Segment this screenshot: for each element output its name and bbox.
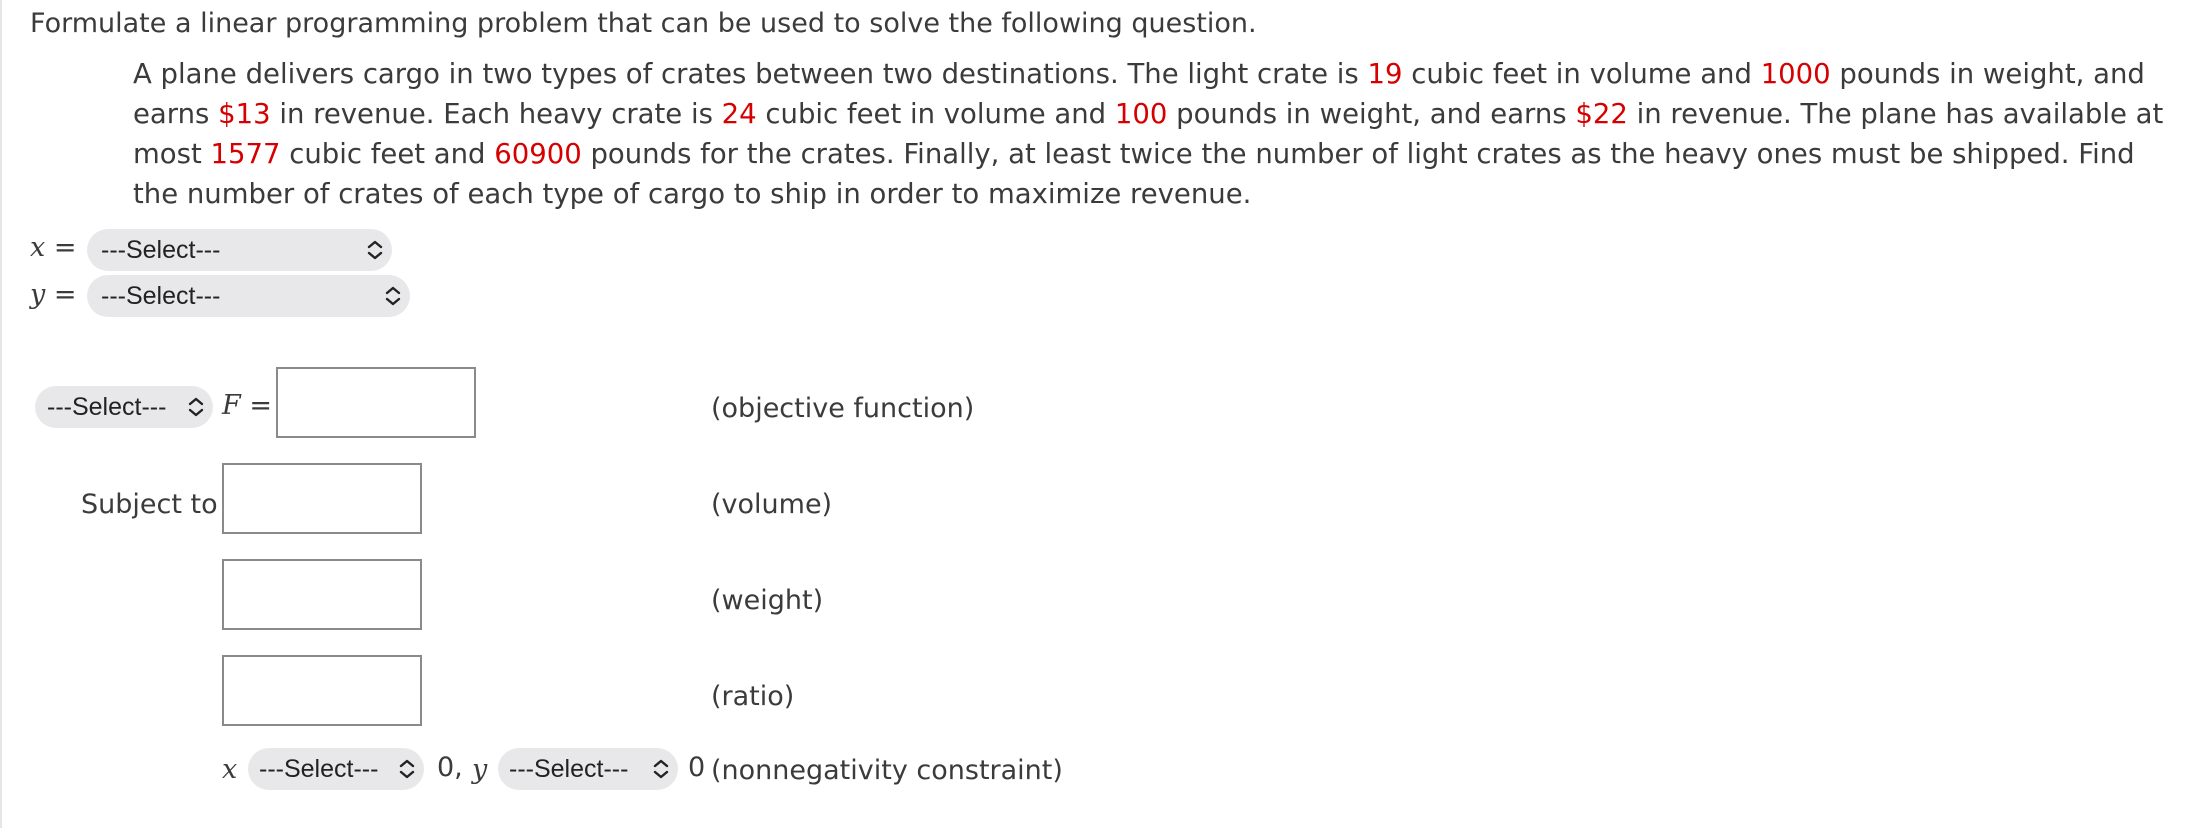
light-volume-value: 19 [1367,58,1403,90]
select-text: ---Select--- [47,392,167,421]
instruction-text: Formulate a linear programming problem that can be used to solve the following question. [30,8,1257,39]
f-variable: F [222,390,241,421]
problem-text: pounds for the crates. Finally, at least twice the number of light crates as the heavy ones must be shipped. Find the number of crates of each type of cargo to ship in order to maximize revenue. [133,138,2135,210]
problem-text: pounds in weight, and earns [1167,98,1576,130]
problem-text: cubic feet in volume and [756,98,1115,130]
problem-text: in revenue. The plane has available at most [133,98,2164,170]
y-definition-select[interactable] [87,275,410,317]
x-definition-select[interactable] [87,229,392,271]
weight-note: (weight) [711,585,824,616]
light-revenue-value: $13 [218,98,271,130]
nonnegativity-note: (nonnegativity constraint) [711,755,1063,786]
problem-text: in revenue. Each heavy crate is [270,98,722,130]
equals-sign: = [53,232,77,263]
objective-label [222,388,272,424]
x-nonneg-variable: x [222,754,238,785]
y-definition-label [30,277,76,313]
chevron-up-down-icon [644,748,678,790]
heavy-weight-value: 100 [1114,98,1168,130]
ratio-note: (ratio) [711,681,795,712]
volume-note: (volume) [711,489,833,520]
select-text: ---Select--- [509,754,629,783]
problem-text: A plane delivers cargo in two types of crates between two destinations. The light crate is [133,58,1368,90]
problem-text: cubic feet in volume and [1402,58,1761,90]
max-weight-value: 60900 [494,138,582,170]
light-weight-value: 1000 [1760,58,1831,90]
equals-sign: = [53,279,77,310]
objective-function-input[interactable] [276,367,476,438]
chevron-up-down-icon [179,386,213,428]
select-text: ---Select--- [101,281,221,310]
y-nonneg-variable: y [472,754,488,785]
optimization-type-select[interactable] [35,386,213,428]
max-volume-value: 1577 [210,138,281,170]
left-border [0,0,2,828]
chevron-up-down-icon [376,275,410,317]
heavy-revenue-value: $22 [1575,98,1628,130]
equals-sign: = [249,390,272,421]
problem-text: cubic feet and [280,138,495,170]
objective-function-note: (objective function) [711,393,975,424]
x-variable: x [30,232,46,263]
ratio-constraint-input[interactable] [222,655,422,726]
weight-constraint-input[interactable] [222,559,422,630]
chevron-up-down-icon [390,748,424,790]
zero-value: 0 [688,752,706,783]
problem-statement [133,54,2183,214]
volume-constraint-input[interactable] [222,463,422,534]
y-variable: y [30,279,46,310]
problem-text: pounds in weight, and earns [133,58,2145,130]
chevron-up-down-icon [358,229,392,271]
y-nonneg-select[interactable] [498,748,678,790]
heavy-volume-value: 24 [721,98,757,130]
select-text: ---Select--- [101,235,221,264]
x-definition-label [30,230,76,266]
subject-to-label: Subject to [81,489,218,520]
select-text: ---Select--- [259,754,379,783]
zero-value: 0, [437,752,463,783]
x-nonneg-select[interactable] [248,748,424,790]
